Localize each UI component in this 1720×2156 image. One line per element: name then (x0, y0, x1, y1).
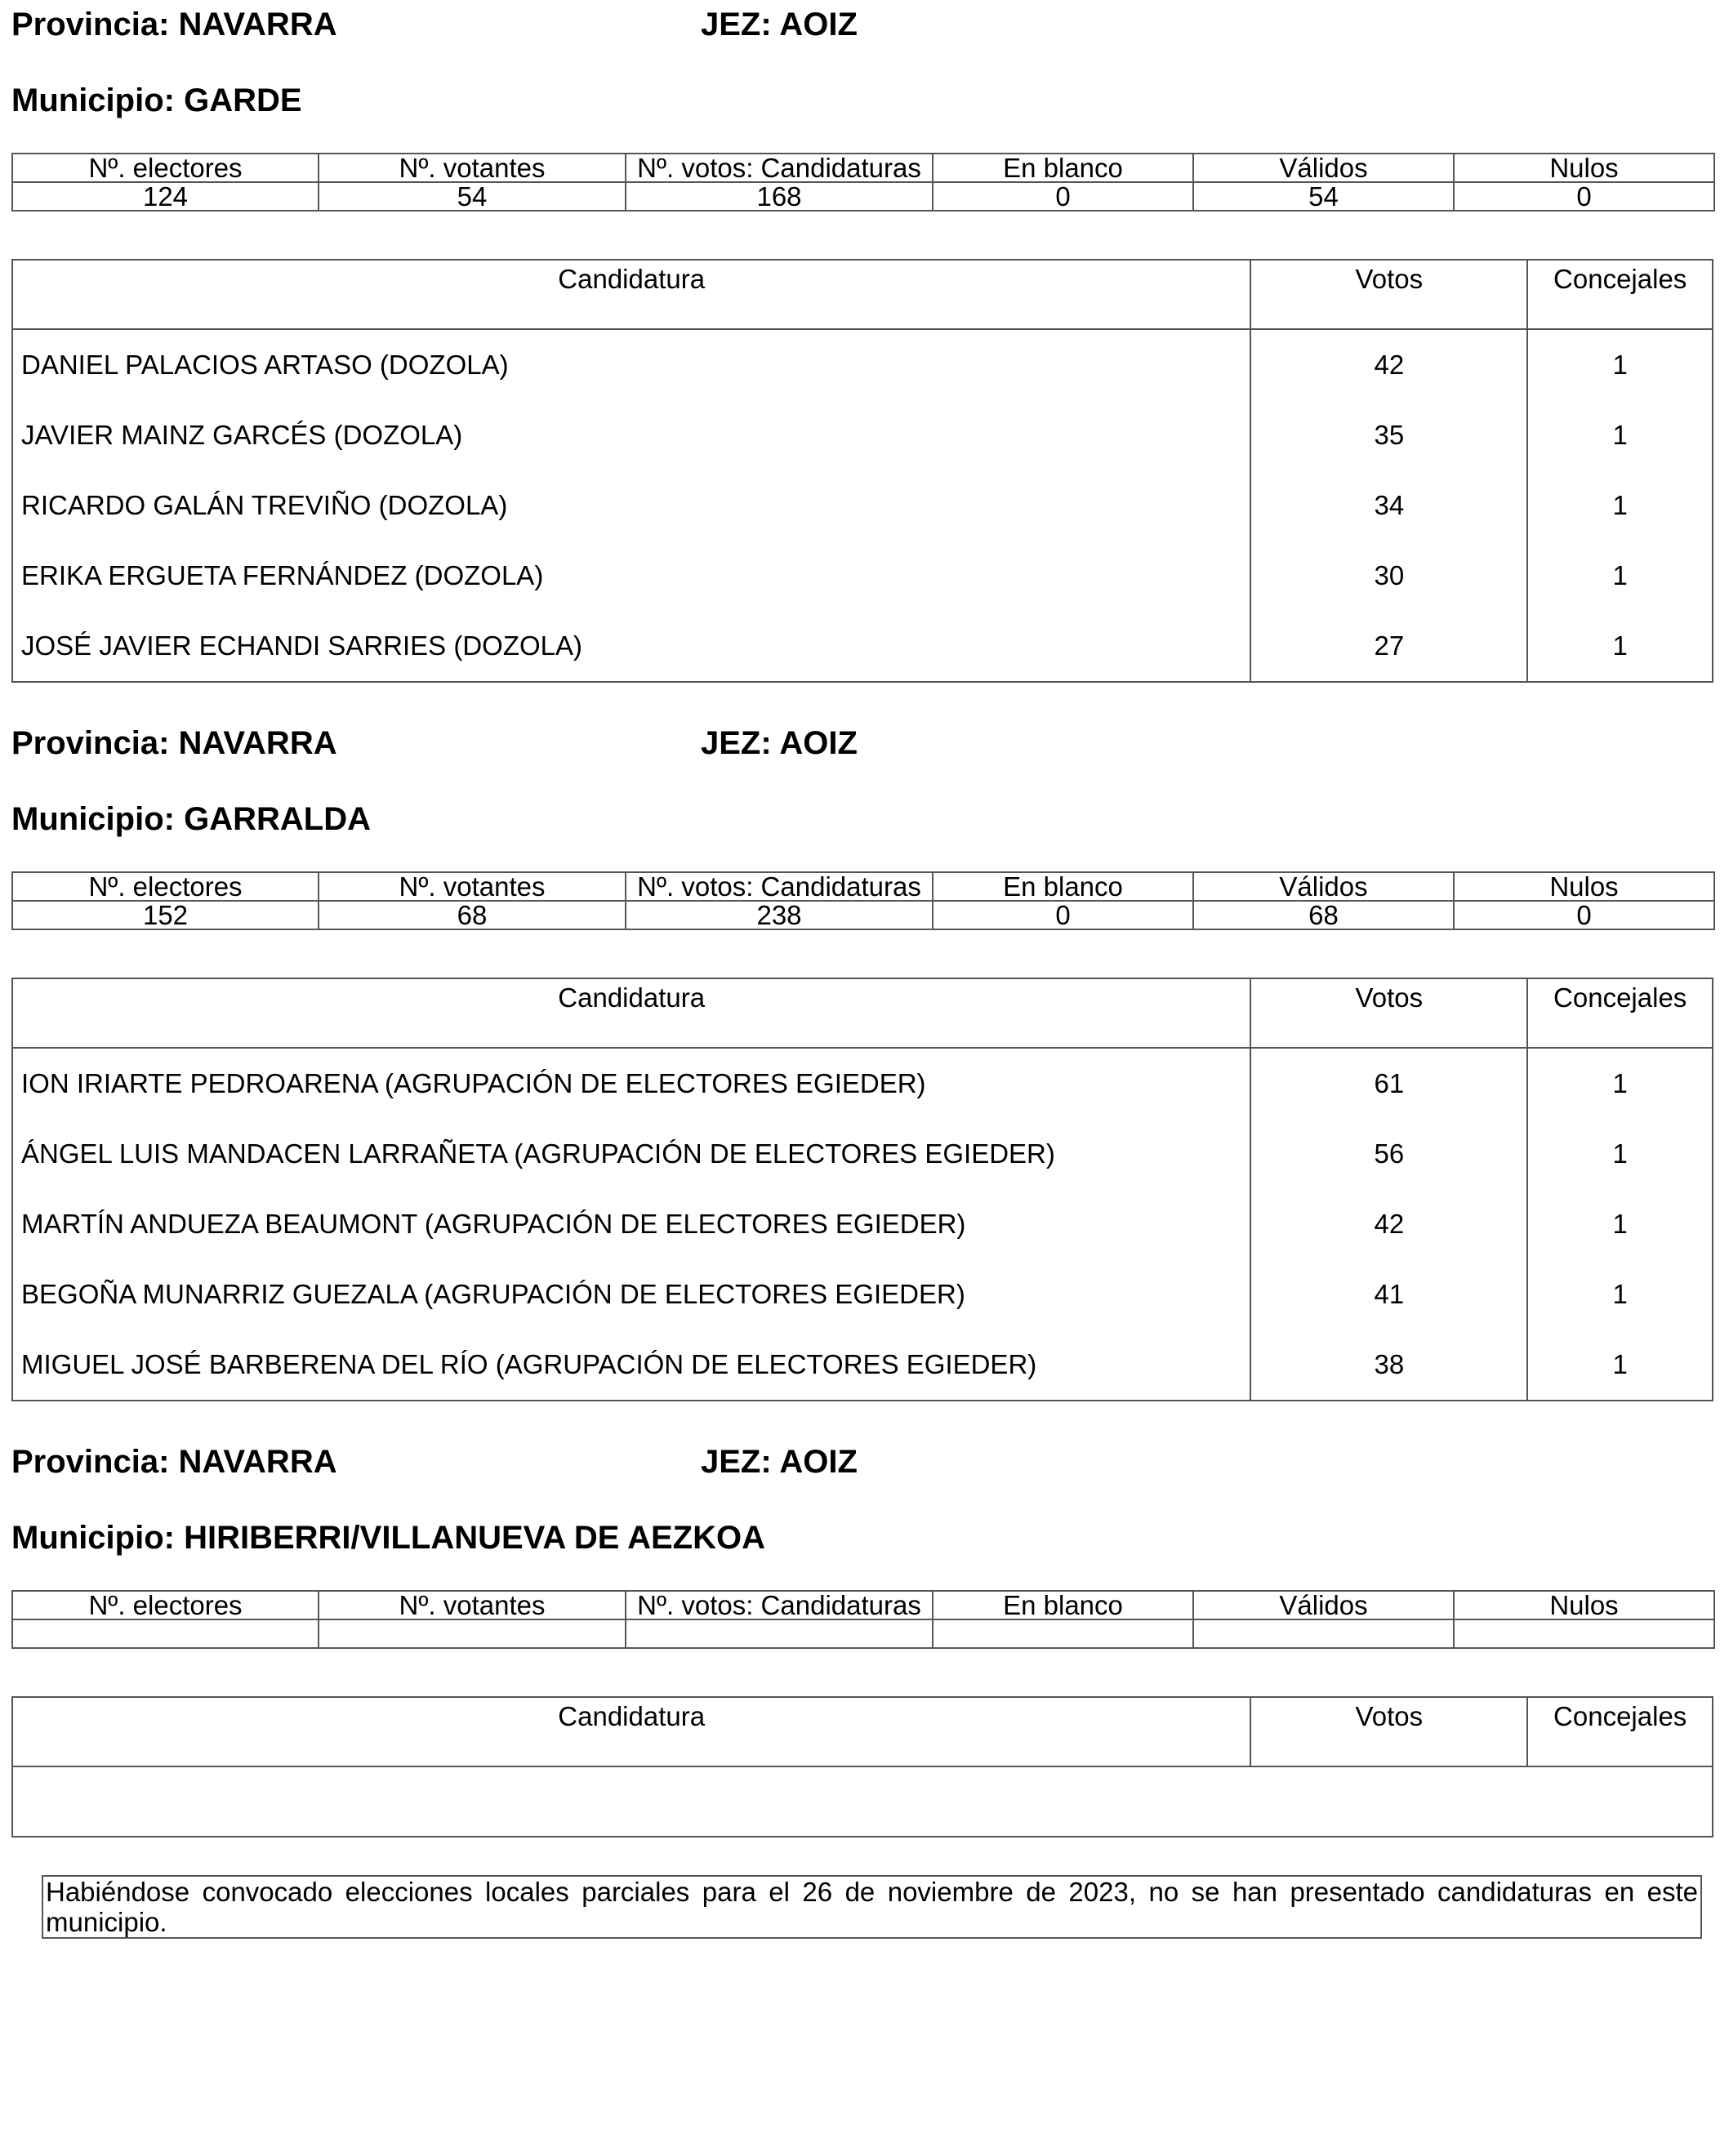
provincia-heading (11, 1446, 337, 1478)
stats-nulos: 0 (1454, 901, 1714, 929)
header-votos: Votos (1250, 978, 1527, 1048)
stats-header-votos-candidaturas: Nº. votos: Candidaturas (626, 872, 933, 901)
candidate-votos: 42 (1250, 329, 1527, 400)
candidate-row (12, 611, 1713, 682)
stats-header-row (12, 872, 1714, 901)
stats-en-blanco: 0 (933, 182, 1193, 211)
jez-label: JEZ: (701, 7, 772, 42)
header-candidatura: Candidatura (12, 260, 1250, 329)
provincia-value: NAVARRA (178, 1444, 337, 1480)
candidate-concejales: 1 (1527, 1330, 1713, 1401)
jez-label: JEZ: (701, 725, 772, 761)
stats-header-votos-candidaturas: Nº. votos: Candidaturas (626, 1591, 933, 1619)
stats-nulos: 0 (1454, 182, 1714, 211)
note-box: Habiéndose convocado elecciones locales parciales para el 26 de noviembre de 2023, no se han presentado candidaturas en este municipio. (42, 1875, 1702, 1939)
candidate-concejales: 1 (1527, 470, 1713, 541)
jez-value: AOIZ (779, 1444, 858, 1480)
candidate-name: BEGOÑA MUNARRIZ GUEZALA (AGRUPACIÓN DE ELECTORES EGIEDER) (12, 1259, 1250, 1330)
candidate-row (12, 1048, 1713, 1119)
provincia-heading (11, 8, 337, 41)
candidate-votos: 38 (1250, 1330, 1527, 1401)
stats-table (11, 871, 1715, 930)
candidate-name: ERIKA ERGUETA FERNÁNDEZ (DOZOLA) (12, 541, 1250, 611)
municipio-label: Municipio: (11, 1520, 175, 1556)
candidates-header-row (12, 260, 1713, 329)
stats-values-row (12, 901, 1714, 929)
provincia-value: NAVARRA (178, 7, 337, 42)
stats-header-votantes: Nº. votantes (319, 154, 626, 182)
stats-values-row (12, 1619, 1714, 1648)
candidates-empty-row (12, 1766, 1713, 1837)
stats-header-en-blanco: En blanco (933, 872, 1193, 901)
stats-header-nulos: Nulos (1454, 154, 1714, 182)
stats-validos (1193, 1619, 1454, 1648)
candidate-row (12, 1119, 1713, 1189)
stats-votantes: 68 (319, 901, 626, 929)
stats-votos-candidaturas (626, 1619, 933, 1648)
stats-table (11, 153, 1715, 212)
header-concejales: Concejales (1527, 1697, 1713, 1766)
municipio-label: Municipio: (11, 82, 175, 118)
stats-header-en-blanco: En blanco (933, 154, 1193, 182)
header-concejales: Concejales (1527, 978, 1713, 1048)
stats-header-votantes: Nº. votantes (319, 1591, 626, 1619)
provincia-label: Provincia: (11, 725, 170, 761)
candidate-name: DANIEL PALACIOS ARTASO (DOZOLA) (12, 329, 1250, 400)
candidate-votos: 30 (1250, 541, 1527, 611)
stats-header-votantes: Nº. votantes (319, 872, 626, 901)
candidate-name: RICARDO GALÁN TREVIÑO (DOZOLA) (12, 470, 1250, 541)
stats-en-blanco: 0 (933, 901, 1193, 929)
candidate-name: MARTÍN ANDUEZA BEAUMONT (AGRUPACIÓN DE ELECTORES EGIEDER) (12, 1189, 1250, 1259)
jez-value: AOIZ (779, 7, 858, 42)
stats-electores: 152 (12, 901, 319, 929)
candidate-votos: 34 (1250, 470, 1527, 541)
stats-en-blanco (933, 1619, 1193, 1648)
candidates-table (11, 1696, 1713, 1838)
stats-validos: 68 (1193, 901, 1454, 929)
candidate-row (12, 329, 1713, 400)
candidate-concejales: 1 (1527, 1259, 1713, 1330)
stats-electores (12, 1619, 319, 1648)
header-concejales: Concejales (1527, 260, 1713, 329)
stats-header-nulos: Nulos (1454, 1591, 1714, 1619)
header-candidatura: Candidatura (12, 1697, 1250, 1766)
jez-heading (701, 8, 858, 41)
candidate-row (12, 1189, 1713, 1259)
candidates-table (11, 978, 1713, 1401)
candidate-concejales: 1 (1527, 1119, 1713, 1189)
candidate-name: ÁNGEL LUIS MANDACEN LARRAÑETA (AGRUPACIÓN DE ELECTORES EGIEDER) (12, 1119, 1250, 1189)
stats-votantes (319, 1619, 626, 1648)
municipio-section-hiriberri (0, 1437, 1720, 2156)
candidate-concejales: 1 (1527, 400, 1713, 470)
candidate-votos: 42 (1250, 1189, 1527, 1259)
jez-heading (701, 727, 858, 760)
candidates-header-row (12, 978, 1713, 1048)
candidate-votos: 41 (1250, 1259, 1527, 1330)
provincia-label: Provincia: (11, 7, 170, 42)
candidates-table (11, 259, 1713, 683)
municipio-value: GARRALDA (184, 801, 371, 837)
candidate-name: MIGUEL JOSÉ BARBERENA DEL RÍO (AGRUPACIÓN DE ELECTORES EGIEDER) (12, 1330, 1250, 1401)
stats-header-row (12, 1591, 1714, 1619)
stats-header-en-blanco: En blanco (933, 1591, 1193, 1619)
stats-header-nulos: Nulos (1454, 872, 1714, 901)
municipio-section-garde (0, 0, 1720, 719)
header-candidatura: Candidatura (12, 978, 1250, 1048)
stats-nulos (1454, 1619, 1714, 1648)
municipio-value: GARDE (184, 82, 302, 118)
provincia-value: NAVARRA (178, 725, 337, 761)
provincia-label: Provincia: (11, 1444, 170, 1480)
candidate-name: JOSÉ JAVIER ECHANDI SARRIES (DOZOLA) (12, 611, 1250, 682)
candidate-name: ION IRIARTE PEDROARENA (AGRUPACIÓN DE ELECTORES EGIEDER) (12, 1048, 1250, 1119)
candidate-votos: 61 (1250, 1048, 1527, 1119)
stats-header-validos: Válidos (1193, 872, 1454, 901)
candidate-concejales: 1 (1527, 1189, 1713, 1259)
candidate-name: JAVIER MAINZ GARCÉS (DOZOLA) (12, 400, 1250, 470)
jez-label: JEZ: (701, 1444, 772, 1480)
stats-values-row (12, 182, 1714, 211)
candidate-row (12, 1259, 1713, 1330)
stats-header-electores: Nº. electores (12, 154, 319, 182)
candidate-concejales: 1 (1527, 541, 1713, 611)
candidate-concejales: 1 (1527, 1048, 1713, 1119)
stats-votantes: 54 (319, 182, 626, 211)
municipio-label: Municipio: (11, 801, 175, 837)
header-votos: Votos (1250, 260, 1527, 329)
stats-electores: 124 (12, 182, 319, 211)
municipio-heading (11, 803, 371, 835)
municipio-value: HIRIBERRI/VILLANUEVA DE AEZKOA (184, 1520, 765, 1556)
candidate-row (12, 1330, 1713, 1401)
municipio-section-garralda (0, 719, 1720, 1437)
stats-header-validos: Válidos (1193, 1591, 1454, 1619)
provincia-heading (11, 727, 337, 760)
stats-header-electores: Nº. electores (12, 872, 319, 901)
candidate-row (12, 400, 1713, 470)
stats-header-row (12, 154, 1714, 182)
stats-header-votos-candidaturas: Nº. votos: Candidaturas (626, 154, 933, 182)
candidates-header-row (12, 1697, 1713, 1766)
candidate-row (12, 470, 1713, 541)
candidate-row (12, 541, 1713, 611)
municipio-heading (11, 84, 302, 117)
stats-table (11, 1590, 1715, 1649)
municipio-heading (11, 1521, 765, 1554)
stats-validos: 54 (1193, 182, 1454, 211)
stats-header-validos: Válidos (1193, 154, 1454, 182)
candidate-votos: 35 (1250, 400, 1527, 470)
jez-value: AOIZ (779, 725, 858, 761)
header-votos: Votos (1250, 1697, 1527, 1766)
stats-votos-candidaturas: 238 (626, 901, 933, 929)
candidate-concejales: 1 (1527, 329, 1713, 400)
jez-heading (701, 1446, 858, 1478)
candidate-votos: 27 (1250, 611, 1527, 682)
stats-votos-candidaturas: 168 (626, 182, 933, 211)
candidate-concejales: 1 (1527, 611, 1713, 682)
stats-header-electores: Nº. electores (12, 1591, 319, 1619)
candidate-votos: 56 (1250, 1119, 1527, 1189)
candidates-empty-cell (12, 1766, 1713, 1837)
